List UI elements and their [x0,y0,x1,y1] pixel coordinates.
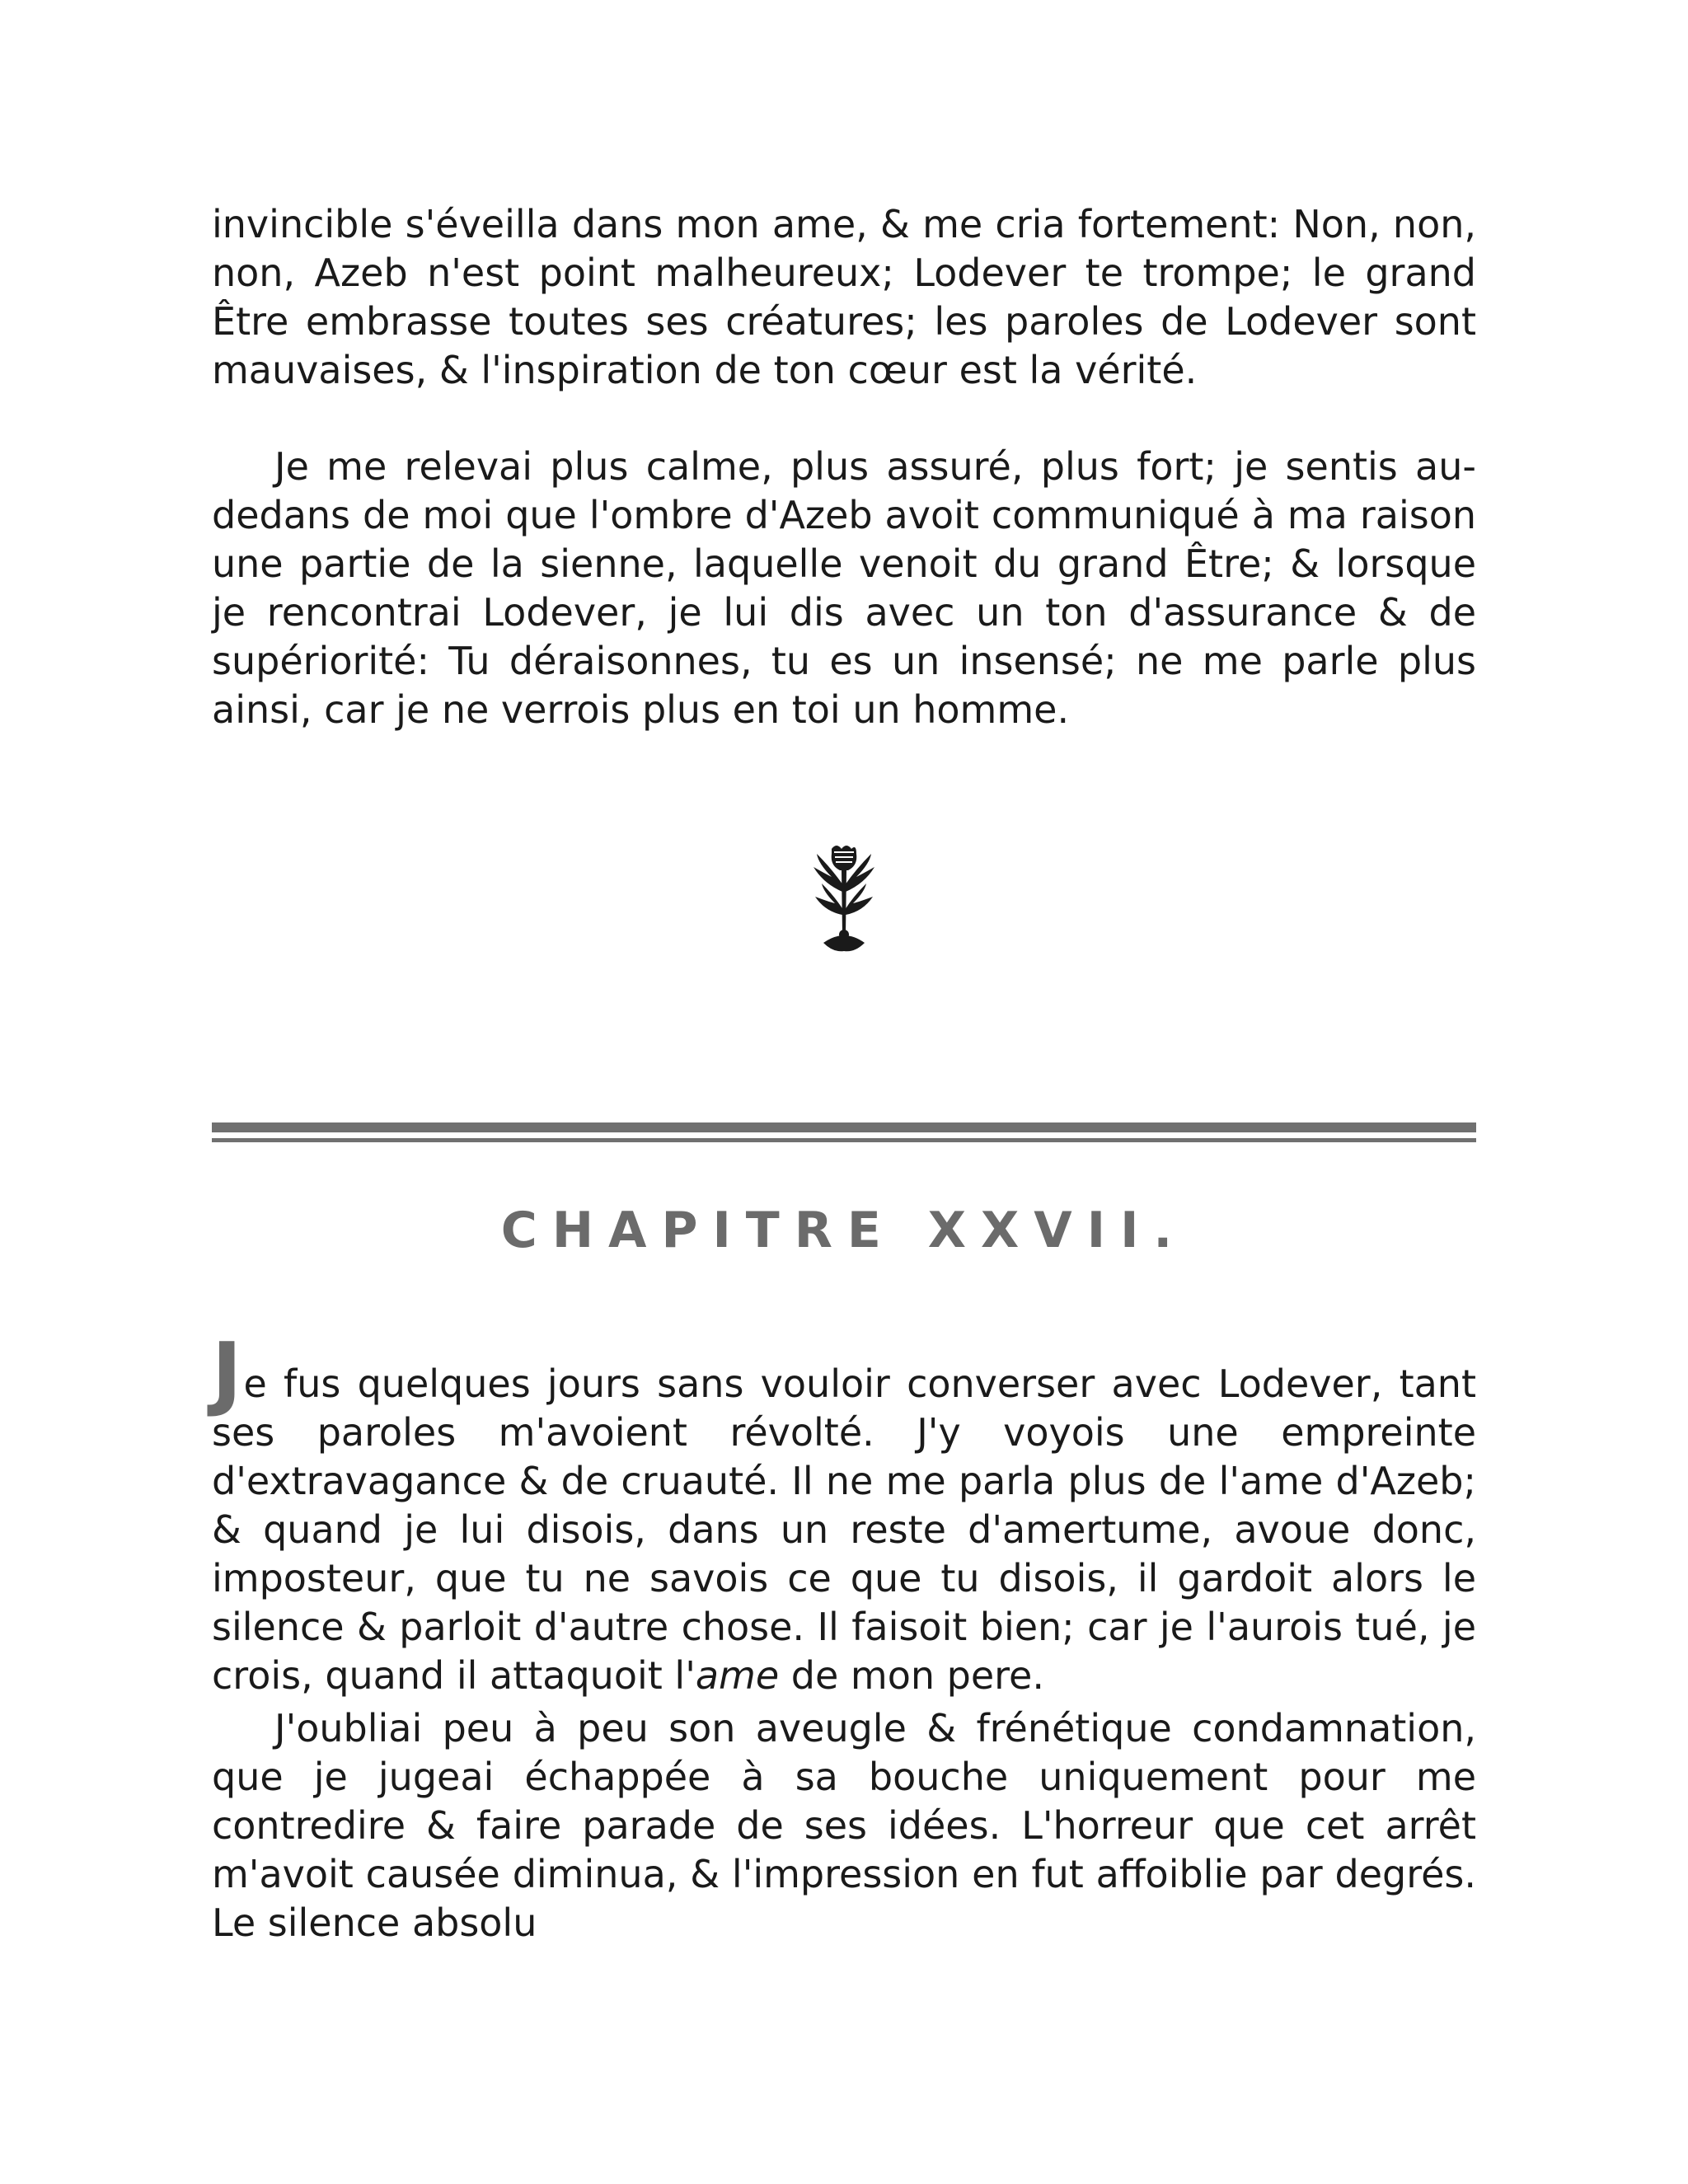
thistle-fleuron-icon [807,842,881,956]
paragraph-4: J'oubliai peu à peu son aveugle & frénétique condamnation, que je jugeai échappée à sa bouche uniquement pour me contredire & faire parade de ses idées. L'horreur que cet arrêt m'avoit causée diminua, & l'impression en fut affoiblie par degrés. Le silence absolu [212,1706,1476,1945]
paragraph-3 [212,1326,1476,1700]
paragraph-3-end: de mon pere. [779,1653,1044,1698]
paragraph-3-italic: ame [695,1653,780,1698]
chapter-title: CHAPITRE XXVII. [500,1202,1188,1259]
chapter-divider-thin [212,1138,1476,1142]
paragraph-2: Je me relevai plus calme, plus assuré, plus fort; je sentis au-dedans de moi que l'ombre d'Azeb avoit communiqué à ma raison une partie de la sienne, laquelle venoit du grand Être; & lorsque je rencontrai Lodever, je lui dis avec un ton d'assurance & de supériorité: Tu déraisonnes, tu es un insensé; ne me parle plus ainsi, car je ne verrois plus en toi un homme. [212,444,1476,732]
chapter-divider-thick [212,1122,1476,1132]
drop-cap: J [212,1326,242,1420]
paragraph-3-text: e fus quelques jours sans vouloir converser avec Lodever, tant ses paroles m'avoient révolté. J'y voyois une empreinte d'extravagance & de cruauté. Il ne me parla plus de l'ame d'Azeb; & quand je lui disois, dans un reste d'amertume, avoue donc, imposteur, que tu ne savois ce que tu disois, il gardoit alors le silence & parloit d'autre chose. Il faisoit bien; car je l'aurois tué, je crois, quand il attaquoit l' [212,1361,1476,1698]
book-page [212,0,1476,2184]
paragraph-1: invincible s'éveilla dans mon ame, & me cria fortement: Non, non, non, Azeb n'est point malheureux; Lodever te trompe; le grand Être embrasse toutes ses créatures; les paroles de Lodever sont mauvaises, & l'inspiration de ton cœur est la vérité. [212,202,1476,392]
